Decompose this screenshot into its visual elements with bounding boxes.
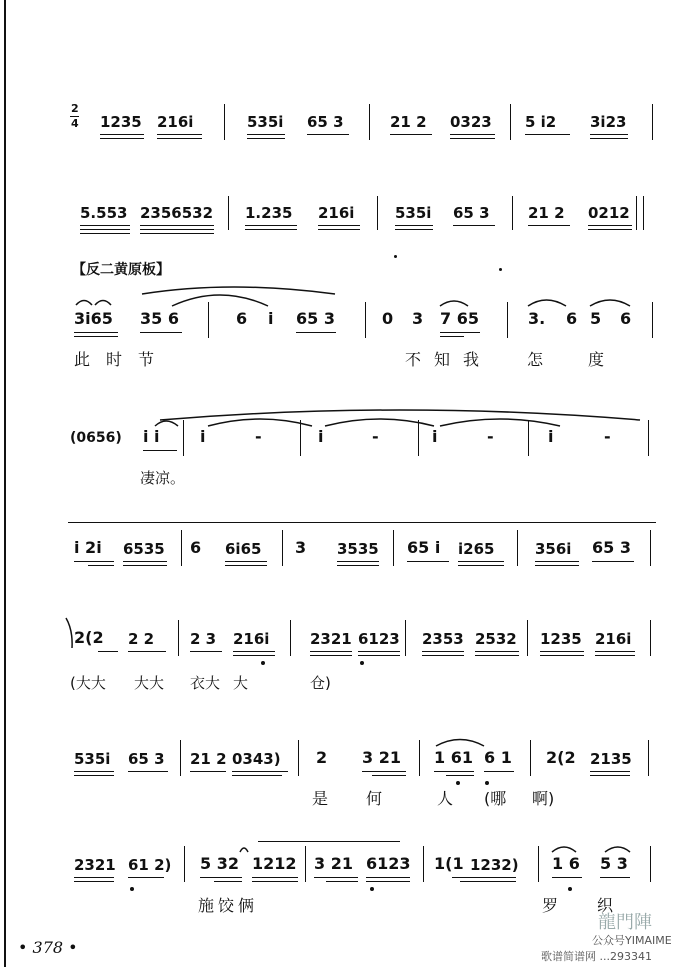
lyric: 是 xyxy=(312,789,329,808)
note-group: 2 xyxy=(316,748,328,767)
sustain-line xyxy=(258,841,400,842)
bar-line xyxy=(405,620,406,656)
note-group: 65 3 xyxy=(307,113,344,131)
note-group: i i xyxy=(143,427,160,446)
note-group: 2532 xyxy=(475,630,517,648)
note-group: 3i23 xyxy=(590,113,627,131)
bar-line xyxy=(300,420,301,456)
time-signature-bottom: 4 xyxy=(71,117,79,130)
note-group: 1235 xyxy=(100,113,142,131)
lyric: 凄凉。 xyxy=(140,469,186,487)
bar-line xyxy=(648,740,649,776)
bar-line xyxy=(507,302,508,338)
bar-line xyxy=(652,302,653,338)
bar-line xyxy=(282,530,283,566)
bar-line xyxy=(419,740,420,776)
note-group: - xyxy=(487,427,494,446)
note-group: 6 xyxy=(236,309,248,328)
note-group: 535i xyxy=(395,204,432,222)
note-group: 6i65 xyxy=(225,540,262,558)
bar-line xyxy=(650,846,651,882)
page-number: • 378 • xyxy=(18,938,78,957)
lyric: 仓) xyxy=(310,674,331,692)
note-group: 6535 xyxy=(123,540,165,558)
bar-line xyxy=(517,530,518,566)
note-group: 65 3 xyxy=(592,538,631,557)
note-group: 2135 xyxy=(590,750,632,768)
bar-line xyxy=(224,104,225,140)
note-group: - xyxy=(255,427,262,446)
bar-line xyxy=(648,420,649,456)
lyric: 不知我 xyxy=(405,350,493,369)
note-group: 1.235 xyxy=(245,204,293,222)
lyric: 度 xyxy=(588,350,605,369)
note-group: 1(1 xyxy=(434,854,464,873)
note-group: 1 61 xyxy=(434,748,473,767)
note-group: 65 i xyxy=(407,538,441,557)
bar-line xyxy=(423,846,424,882)
note-group: 3 21 xyxy=(314,854,353,873)
note-group: 1232) xyxy=(470,856,519,874)
note-group: 65 3 xyxy=(128,750,165,768)
system-divider xyxy=(68,522,656,523)
note-group: 5 i2 xyxy=(525,113,557,131)
lyric: 罗 xyxy=(542,896,559,915)
bar-line xyxy=(530,740,531,776)
note-group: 5 32 xyxy=(200,854,239,873)
note-group: 535i xyxy=(74,750,111,768)
note-group: 6 xyxy=(566,309,578,328)
note-group: 2321 xyxy=(310,630,352,648)
note-group: 65 3 xyxy=(296,309,335,328)
note-group: 5 3 xyxy=(600,854,628,873)
lyric: 织 xyxy=(597,896,614,915)
note-group: 216i xyxy=(318,204,355,222)
note-group: 6123 xyxy=(366,854,411,873)
bar-line xyxy=(178,620,179,656)
note-group: 6 1 xyxy=(484,748,512,767)
watermark-logo: 龍門陣 xyxy=(598,912,652,933)
note-group: (0656) xyxy=(70,430,122,446)
bar-line xyxy=(181,530,182,566)
note-group: 0212 xyxy=(588,204,630,222)
note-group: 2353 xyxy=(422,630,464,648)
note-group: 216i xyxy=(157,113,194,131)
note-group: 0323 xyxy=(450,113,492,131)
note-group: 216i xyxy=(595,630,632,648)
bar-line xyxy=(528,420,529,456)
note-group: 2(2 xyxy=(546,748,576,767)
note-group: 2321 xyxy=(74,856,116,874)
bar-line xyxy=(377,196,378,230)
bar-line xyxy=(650,620,651,656)
note-group: 3. xyxy=(528,309,546,328)
note-group: 2(2 xyxy=(74,628,104,647)
note-group: 1212 xyxy=(252,854,297,873)
note-group: i xyxy=(200,427,206,446)
section-label: 【反二黄原板】 xyxy=(72,262,170,278)
bar-line xyxy=(643,196,644,230)
note-group: 2 3 xyxy=(190,630,217,648)
lyric: 衣大 xyxy=(190,674,221,692)
bar-line xyxy=(208,302,209,338)
note-group: 356i xyxy=(535,540,572,558)
bar-line xyxy=(650,530,651,566)
lyric: 施饺俩 xyxy=(198,896,259,915)
note-group: 61 2) xyxy=(128,856,172,874)
bar-line xyxy=(228,196,229,230)
note-group: 1 6 xyxy=(552,854,580,873)
bar-line xyxy=(418,420,419,456)
note-group: 5.553 xyxy=(80,204,128,222)
note-group: i 2i xyxy=(74,538,102,557)
note-group: 535i xyxy=(247,113,284,131)
lyric: (哪 xyxy=(484,789,507,808)
note-group: 2 2 xyxy=(128,630,155,648)
bar-line xyxy=(184,846,185,882)
note-group: 21 2 xyxy=(390,113,427,131)
lyric: 何 xyxy=(366,789,383,808)
bar-line xyxy=(290,620,291,656)
page-left-border xyxy=(4,0,6,967)
lyric: 大 xyxy=(233,674,249,692)
bar-line xyxy=(369,104,370,140)
bar-line xyxy=(527,620,528,656)
watermark-text: 公众号YIMAIME xyxy=(592,934,672,947)
bar-line xyxy=(365,302,366,338)
lyric: 此时节 xyxy=(74,350,171,369)
bar-line xyxy=(652,104,653,140)
bar-line xyxy=(298,740,299,776)
watermark-text: 歌谱简谱网 ...293341 xyxy=(541,950,652,963)
note-group: i xyxy=(548,427,554,446)
note-group: 1235 xyxy=(540,630,582,648)
bar-line xyxy=(512,196,513,230)
lyric: 怎 xyxy=(527,350,544,369)
note-group: i xyxy=(268,309,274,328)
note-group: 35 6 xyxy=(140,309,179,328)
note-group: - xyxy=(372,427,379,446)
note-group: 3i65 xyxy=(74,309,113,328)
note-group: 6123 xyxy=(358,630,400,648)
note-group: 21 2 xyxy=(528,204,565,222)
bar-line xyxy=(538,846,539,882)
bar-line xyxy=(636,196,637,230)
bar-line xyxy=(305,846,306,882)
note-group: 2356532 xyxy=(140,204,214,222)
note-group: 3535 xyxy=(337,540,379,558)
lyric: 大大 xyxy=(134,674,165,692)
note-group: 216i xyxy=(233,630,270,648)
time-signature-top: 2 xyxy=(71,102,79,115)
note-group: 7 65 xyxy=(440,309,479,328)
note-group: 6 xyxy=(620,309,632,328)
note-group: i xyxy=(318,427,324,446)
note-group: 0 xyxy=(382,309,394,328)
note-group: 6 xyxy=(190,538,202,557)
note-group: 3 xyxy=(412,309,424,328)
note-group: 5 xyxy=(590,309,602,328)
note-group: i265 xyxy=(458,540,495,558)
bar-line xyxy=(180,740,181,776)
note-group: 21 2 xyxy=(190,750,227,768)
note-group: 3 21 xyxy=(362,748,401,767)
note-group: 3 xyxy=(295,538,307,557)
lyric: (大大 xyxy=(70,674,106,692)
note-group: 65 3 xyxy=(453,204,490,222)
note-group: 0343) xyxy=(232,750,281,768)
bar-line xyxy=(393,530,394,566)
bar-line xyxy=(183,420,184,456)
lyric: 啊) xyxy=(532,789,555,808)
note-group: i xyxy=(432,427,438,446)
lyric: 人 xyxy=(437,789,454,808)
note-group: - xyxy=(604,427,611,446)
bar-line xyxy=(510,104,511,140)
